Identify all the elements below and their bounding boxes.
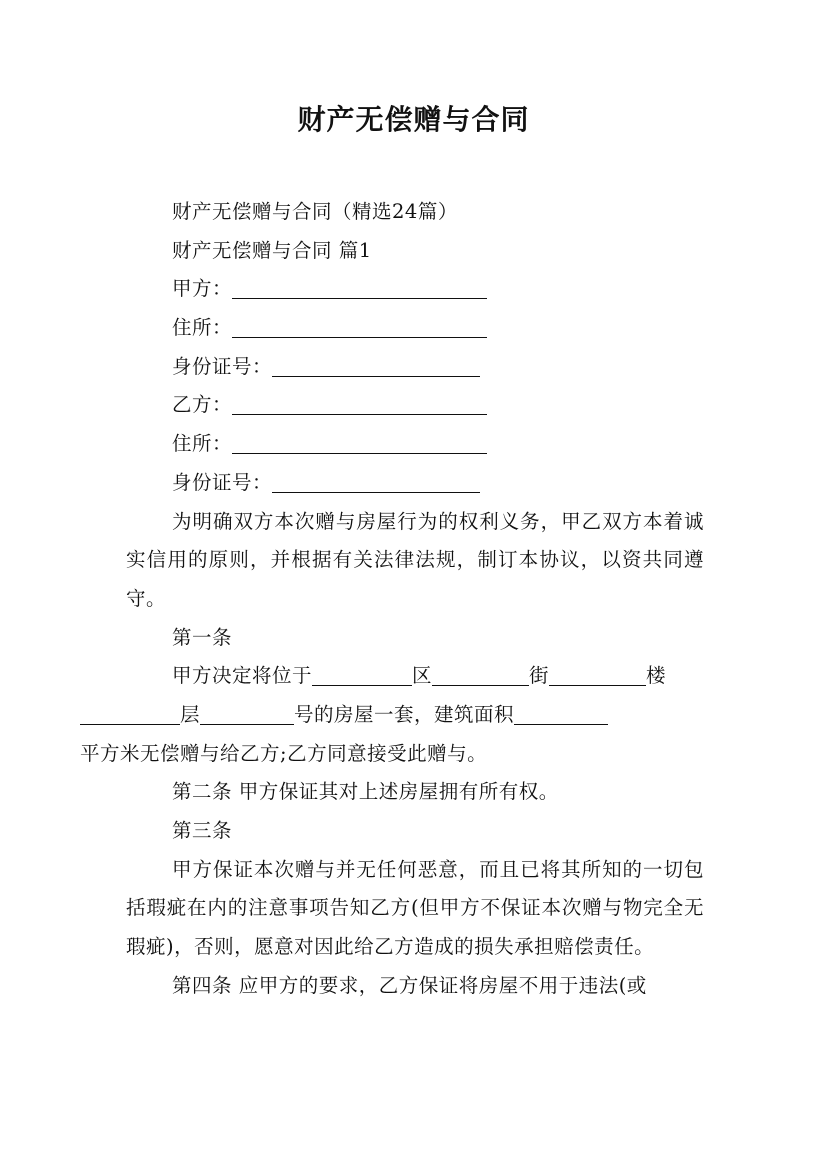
document-body [80, 193, 704, 1006]
article4-paragraph: 第四条 应甲方的要求，乙方保证将房屋不用于违法(或 [172, 973, 647, 997]
id-a-label: 身份证号： [172, 354, 273, 378]
district-blank [312, 663, 412, 686]
article1-text-6: 号的房屋一套，建筑面积 [294, 703, 515, 726]
party-b-row [126, 386, 704, 425]
section-heading: 财产无偿赠与合同 篇1 [172, 238, 372, 262]
id-b-row [126, 464, 704, 503]
number-blank [200, 702, 294, 725]
id-a-blank [272, 354, 480, 377]
article1-text-7: 平方米无偿赠与给乙方;乙方同意接受此赠与。 [80, 741, 488, 765]
id-a-row [126, 348, 704, 387]
article1-paragraph [80, 657, 704, 773]
party-b-label: 乙方： [172, 393, 233, 417]
document-subtitle: 财产无偿赠与合同（精选24篇） [172, 200, 458, 223]
address-a-label: 住所： [172, 316, 233, 340]
id-b-blank [272, 470, 480, 493]
address-b-blank [232, 431, 487, 454]
address-a-row [126, 309, 704, 348]
article1-heading: 第一条 [172, 625, 233, 649]
address-a-blank [232, 315, 487, 338]
street-blank [432, 663, 529, 686]
party-a-row [126, 270, 704, 309]
article1-text-2: 区 [412, 664, 433, 688]
intro-paragraph: 为明确双方本次赠与房屋行为的权利义务，甲乙双方本着诚实信用的原则，并根据有关法律法规，制订本协议，以资共同遵守。 [126, 509, 704, 610]
article2-paragraph: 第二条 甲方保证其对上述房屋拥有所有权。 [172, 780, 559, 804]
article3-paragraph: 甲方保证本次赠与并无任何恶意，而且已将其所知的一切包括瑕疵在内的注意事项告知乙方(但甲方不保证本次赠与物完全无瑕疵)，否则，愿意对因此给乙方造成的损失承担赔偿责任。 [126, 857, 704, 959]
article1-text-3: 街 [529, 664, 550, 688]
address-b-label: 住所： [172, 432, 233, 456]
address-b-row [126, 425, 704, 464]
area-blank [514, 702, 608, 725]
party-a-blank [232, 276, 487, 299]
id-b-label: 身份证号： [172, 470, 273, 494]
floor-blank [80, 702, 180, 725]
document-title: 财产无偿赠与合同 [297, 103, 530, 136]
article1-text-1: 甲方决定将位于 [172, 664, 313, 688]
building-blank [549, 663, 646, 686]
party-a-label: 甲方： [172, 277, 233, 301]
party-b-blank [232, 392, 487, 415]
article1-text-5: 层 [180, 703, 201, 726]
article3-heading: 第三条 [172, 819, 233, 843]
article1-text-4: 楼 [646, 664, 667, 688]
